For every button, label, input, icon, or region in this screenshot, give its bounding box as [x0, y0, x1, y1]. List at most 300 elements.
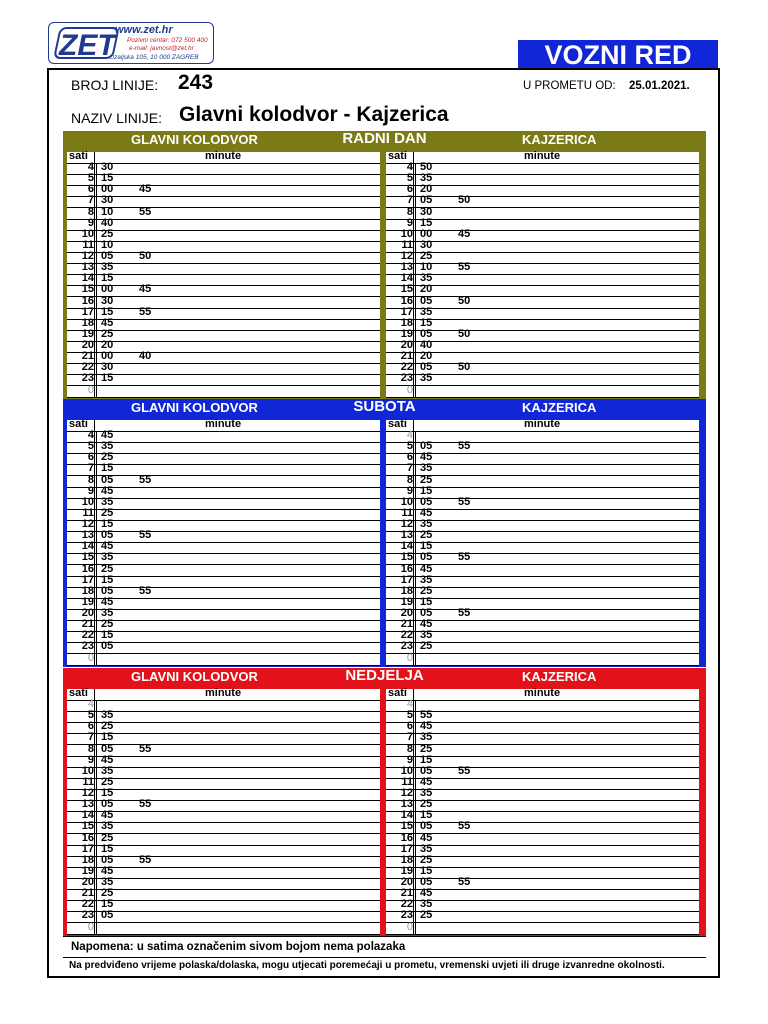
minute-cell: 25	[420, 798, 433, 811]
hour-cell: 21	[81, 618, 94, 631]
minute-cell: 35	[420, 787, 433, 800]
hour-cell: 14	[81, 809, 94, 822]
hour-cell: 22	[81, 629, 94, 642]
minute-cell: 15	[420, 316, 433, 329]
hour-cell: 6	[406, 451, 413, 464]
minute-cell: 45	[458, 227, 471, 240]
timetable-kajzerica	[386, 152, 699, 397]
hour-cell: 4	[406, 429, 413, 441]
hour-cell: 7	[406, 194, 413, 207]
hour-cell: 16	[400, 831, 413, 844]
hour-cell: 23	[400, 909, 413, 922]
minute-cell: 55	[458, 495, 471, 508]
minute-cell: 05	[420, 440, 433, 453]
minute-cell: 25	[420, 909, 433, 922]
timetable-glavni-kolodvor	[67, 420, 380, 665]
column-header-sati: sati	[69, 150, 88, 162]
hour-cell: 10	[81, 764, 94, 777]
minute-cell: 45	[101, 316, 114, 329]
minute-cell: 35	[420, 518, 433, 531]
zet-logo	[48, 22, 214, 64]
minute-cell: 05	[420, 764, 433, 777]
minute-cell: 50	[458, 194, 471, 207]
minute-cell: 45	[420, 451, 433, 464]
hour-cell: 18	[81, 316, 94, 329]
minute-cell: 50	[420, 161, 433, 173]
minute-cell: 35	[420, 629, 433, 642]
hour-cell: 22	[81, 361, 94, 374]
minute-cell: 05	[420, 607, 433, 620]
hour-cell: 10	[400, 764, 413, 777]
hour-cell: 8	[406, 205, 413, 218]
minute-cell: 30	[101, 294, 114, 307]
hour-cell: 0	[406, 651, 413, 664]
hour-cell: 15	[81, 283, 94, 296]
minute-cell: 30	[101, 194, 114, 207]
section-nedjelja	[63, 668, 706, 936]
hour-cell: 11	[401, 506, 413, 519]
hour-cell: 9	[406, 484, 413, 497]
column-header-minute: minute	[205, 687, 242, 699]
hour-cell: 12	[81, 518, 94, 531]
hour-cell: 6	[87, 720, 94, 733]
hour-cell: 6	[87, 451, 94, 464]
minute-cell: 25	[420, 853, 433, 866]
minute-cell: 05	[101, 250, 114, 263]
minute-cell: 15	[101, 898, 114, 911]
hour-cell: 21	[81, 887, 94, 900]
minute-cell: 00	[101, 283, 114, 296]
minute-cell: 25	[101, 227, 114, 240]
section-left-title: GLAVNI KOLODVOR	[131, 669, 258, 684]
minute-cell: 15	[101, 787, 114, 800]
hour-cell: 5	[87, 172, 94, 185]
minute-cell: 45	[420, 720, 433, 733]
minute-cell: 45	[420, 775, 433, 788]
minute-cell: 55	[139, 798, 152, 811]
minute-cell: 25	[420, 640, 433, 653]
minute-cell: 05	[420, 327, 433, 340]
minute-cell: 00	[101, 350, 114, 363]
hour-cell: 17	[81, 573, 94, 586]
minute-cell: 25	[101, 327, 114, 340]
hour-cell: 0	[406, 383, 413, 396]
hour-cell: 5	[87, 440, 94, 453]
minute-cell: 30	[101, 161, 114, 173]
minute-cell: 15	[420, 216, 433, 229]
hour-cell: 14	[400, 272, 413, 285]
hour-cell: 21	[400, 350, 413, 363]
hour-cell: 9	[406, 216, 413, 229]
column-header-sati: sati	[388, 687, 407, 699]
hour-cell: 4	[406, 161, 413, 173]
minute-cell: 55	[458, 551, 471, 564]
column-header-sati: sati	[388, 150, 407, 162]
minute-cell: 55	[139, 853, 152, 866]
hour-cell: 16	[81, 294, 94, 307]
minute-cell: 55	[458, 440, 471, 453]
minute-cell: 55	[458, 607, 471, 620]
hour-cell: 20	[81, 876, 94, 889]
section-day-title: RADNI DAN	[342, 130, 427, 147]
hour-cell: 0	[87, 383, 94, 396]
hour-cell: 20	[81, 607, 94, 620]
minute-cell: 45	[139, 283, 152, 296]
hour-cell: 21	[400, 618, 413, 631]
hour-cell: 20	[400, 876, 413, 889]
minute-cell: 45	[101, 753, 114, 766]
hour-cell: 8	[406, 742, 413, 755]
hour-cell: 4	[406, 698, 413, 710]
hour-cell: 12	[81, 787, 94, 800]
minute-cell: 55	[139, 305, 152, 318]
minute-cell: 05	[420, 361, 433, 374]
minute-cell: 15	[101, 372, 114, 385]
minute-cell: 50	[458, 327, 471, 340]
hour-cell: 8	[87, 473, 94, 486]
section-day-title: SUBOTA	[353, 398, 416, 415]
hour-cell: 8	[406, 473, 413, 486]
hour-cell: 18	[81, 584, 94, 597]
table-row	[67, 383, 380, 398]
hour-cell: 18	[81, 853, 94, 866]
hour-cell: 22	[400, 361, 413, 374]
hour-cell: 10	[81, 495, 94, 508]
hour-cell: 15	[81, 820, 94, 833]
minute-cell: 55	[458, 876, 471, 889]
minute-cell: 25	[420, 473, 433, 486]
minute-cell: 05	[420, 876, 433, 889]
hour-cell: 5	[406, 172, 413, 185]
minute-cell: 05	[101, 640, 114, 653]
minute-cell: 55	[139, 584, 152, 597]
hour-cell: 23	[81, 640, 94, 653]
timetable-kajzerica	[386, 689, 699, 934]
hour-cell: 10	[81, 227, 94, 240]
hour-cell: 10	[400, 495, 413, 508]
hour-cell: 20	[81, 339, 94, 352]
minute-cell: 50	[458, 361, 471, 374]
hour-cell: 17	[400, 842, 413, 855]
minute-cell: 15	[101, 518, 114, 531]
minute-cell: 45	[101, 429, 114, 441]
table-row	[386, 920, 699, 935]
minute-cell: 05	[101, 473, 114, 486]
section-right-title: KAJZERICA	[522, 400, 597, 415]
minute-cell: 25	[101, 831, 114, 844]
hour-cell: 23	[81, 909, 94, 922]
minute-cell: 10	[101, 205, 114, 218]
minute-cell: 15	[101, 573, 114, 586]
column-header-sati: sati	[69, 418, 88, 430]
hour-cell: 15	[81, 551, 94, 564]
hour-cell: 13	[81, 529, 94, 542]
minute-cell: 15	[420, 809, 433, 822]
hour-cell: 8	[87, 205, 94, 218]
minute-cell: 35	[420, 842, 433, 855]
logo-address: Ozaljska 105, 10 000 ZAGREB	[109, 54, 199, 61]
hour-cell: 18	[400, 584, 413, 597]
minute-cell: 35	[420, 573, 433, 586]
minute-cell: 35	[101, 440, 114, 453]
table-row	[67, 920, 380, 935]
minute-cell: 30	[420, 238, 433, 251]
minute-cell: 45	[420, 562, 433, 575]
minute-cell: 35	[101, 607, 114, 620]
line-number: 243	[178, 71, 214, 94]
minute-cell: 45	[101, 864, 114, 877]
hour-cell: 5	[87, 709, 94, 722]
hour-cell: 20	[400, 339, 413, 352]
hour-cell: 9	[87, 753, 94, 766]
minute-cell: 35	[101, 876, 114, 889]
line-number-label: BROJ LINIJE:	[71, 77, 159, 93]
minute-cell: 05	[101, 584, 114, 597]
hour-cell: 16	[81, 831, 94, 844]
minute-cell: 25	[101, 451, 114, 464]
minute-cell: 05	[101, 853, 114, 866]
minute-cell: 45	[101, 809, 114, 822]
page-title: VOZNI RED	[518, 40, 718, 70]
hour-cell: 11	[401, 238, 413, 251]
hour-cell: 0	[87, 920, 94, 933]
hour-cell: 19	[400, 864, 413, 877]
hour-cell: 14	[81, 272, 94, 285]
hour-cell: 8	[87, 742, 94, 755]
minute-cell: 15	[101, 842, 114, 855]
hour-cell: 6	[406, 183, 413, 196]
minute-cell: 25	[420, 584, 433, 597]
minute-cell: 35	[101, 551, 114, 564]
hour-cell: 18	[400, 853, 413, 866]
minute-cell: 40	[139, 350, 152, 363]
hour-cell: 17	[400, 305, 413, 318]
minute-cell: 05	[101, 529, 114, 542]
timetable-glavni-kolodvor	[67, 152, 380, 397]
hour-cell: 4	[87, 698, 94, 710]
hour-cell: 7	[87, 462, 94, 475]
minute-cell: 05	[420, 495, 433, 508]
minute-cell: 35	[420, 372, 433, 385]
minute-cell: 30	[101, 361, 114, 374]
hour-cell: 21	[400, 887, 413, 900]
minute-cell: 15	[101, 305, 114, 318]
minute-cell: 50	[139, 250, 152, 263]
timetable-kajzerica	[386, 420, 699, 665]
minute-cell: 35	[420, 898, 433, 911]
minute-cell: 55	[139, 473, 152, 486]
hour-cell: 4	[87, 161, 94, 173]
hour-cell: 16	[81, 562, 94, 575]
minute-cell: 40	[101, 216, 114, 229]
section-day-title: NEDJELJA	[345, 667, 424, 684]
minute-cell: 25	[101, 775, 114, 788]
logo-phone: Pozivni centar: 072 500 400	[127, 37, 208, 44]
hour-cell: 12	[81, 250, 94, 263]
minute-cell: 00	[101, 183, 114, 196]
minute-cell: 20	[420, 350, 433, 363]
minute-cell: 10	[101, 238, 114, 251]
column-header-minute: minute	[524, 687, 561, 699]
minute-cell: 35	[101, 261, 114, 274]
minute-cell: 15	[420, 595, 433, 608]
hour-cell: 13	[81, 261, 94, 274]
minute-cell: 15	[101, 731, 114, 744]
hour-cell: 23	[400, 372, 413, 385]
minute-cell: 15	[101, 172, 114, 185]
hour-cell: 14	[81, 540, 94, 553]
minute-cell: 25	[101, 506, 114, 519]
hour-cell: 12	[400, 787, 413, 800]
timetable-glavni-kolodvor	[67, 689, 380, 934]
column-header-sati: sati	[388, 418, 407, 430]
minute-cell: 15	[101, 462, 114, 475]
hour-cell: 21	[81, 350, 94, 363]
section-right-title: KAJZERICA	[522, 669, 597, 684]
minute-cell: 20	[101, 339, 114, 352]
minute-cell: 25	[101, 618, 114, 631]
minute-cell: 15	[420, 540, 433, 553]
hour-cell: 19	[81, 327, 94, 340]
minute-cell: 15	[420, 864, 433, 877]
minute-cell: 35	[101, 820, 114, 833]
zet-logo-mark-icon	[53, 26, 116, 62]
hour-cell: 13	[400, 798, 413, 811]
minute-cell: 55	[458, 764, 471, 777]
hour-cell: 12	[400, 250, 413, 263]
minute-cell: 05	[420, 820, 433, 833]
hour-cell: 18	[400, 316, 413, 329]
section-radni	[63, 131, 706, 399]
hour-cell: 11	[82, 506, 94, 519]
minute-cell: 25	[101, 720, 114, 733]
hour-cell: 15	[400, 551, 413, 564]
column-header-minute: minute	[524, 150, 561, 162]
section-subota	[63, 399, 706, 667]
minute-cell: 05	[420, 551, 433, 564]
minute-cell: 55	[458, 261, 471, 274]
hour-cell: 23	[81, 372, 94, 385]
hour-cell: 14	[400, 809, 413, 822]
minute-cell: 25	[420, 742, 433, 755]
minute-cell: 25	[101, 887, 114, 900]
hour-cell: 7	[406, 462, 413, 475]
hour-cell: 7	[87, 731, 94, 744]
minute-cell: 15	[420, 753, 433, 766]
hour-cell: 11	[401, 775, 413, 788]
logo-url: www.zet.hr	[115, 24, 173, 36]
hour-cell: 5	[406, 709, 413, 722]
hour-cell: 15	[400, 283, 413, 296]
minute-cell: 20	[420, 183, 433, 196]
hour-cell: 10	[400, 227, 413, 240]
section-right-title: KAJZERICA	[522, 132, 597, 147]
hour-cell: 17	[81, 842, 94, 855]
hour-cell: 0	[406, 920, 413, 933]
minute-cell: 15	[101, 629, 114, 642]
hour-cell: 17	[400, 573, 413, 586]
minute-cell: 30	[420, 205, 433, 218]
minute-cell: 25	[420, 529, 433, 542]
hour-cell: 15	[400, 820, 413, 833]
footer-disclaimer: Na predviđeno vrijeme polaska/dolaska, mogu utjecati poremećaji u prometu, vremenski uvjeti ili druge izvanredne okolnosti.	[69, 960, 665, 971]
hour-cell: 14	[400, 540, 413, 553]
minute-cell: 45	[101, 540, 114, 553]
minute-cell: 50	[458, 294, 471, 307]
hour-cell: 9	[87, 216, 94, 229]
minute-cell: 25	[101, 562, 114, 575]
section-left-title: GLAVNI KOLODVOR	[131, 132, 258, 147]
minute-cell: 05	[420, 194, 433, 207]
hour-cell: 13	[81, 798, 94, 811]
hour-cell: 0	[87, 651, 94, 664]
hour-cell: 9	[87, 484, 94, 497]
minute-cell: 45	[420, 887, 433, 900]
line-name: Glavni kolodvor - Kajzerica	[179, 103, 449, 126]
hour-cell: 4	[87, 429, 94, 441]
column-header-minute: minute	[205, 418, 242, 430]
valid-from-date: 25.01.2021.	[629, 80, 690, 92]
hour-cell: 22	[81, 898, 94, 911]
minute-cell: 45	[420, 506, 433, 519]
minute-cell: 55	[139, 205, 152, 218]
minute-cell: 10	[420, 261, 433, 274]
logo-email: e-mail: javnost@zet.hr	[129, 45, 194, 52]
hour-cell: 19	[81, 864, 94, 877]
hour-cell: 19	[400, 327, 413, 340]
hour-cell: 12	[400, 518, 413, 531]
minute-cell: 45	[420, 831, 433, 844]
footer-napomena: Napomena: u satima označenim sivom bojom nema polazaka	[63, 936, 706, 958]
minute-cell: 55	[420, 709, 433, 722]
valid-from-label: U PROMETU OD:	[523, 80, 616, 92]
minute-cell: 25	[420, 250, 433, 263]
svg-text:ZET: ZET	[59, 29, 116, 62]
minute-cell: 35	[420, 462, 433, 475]
minute-cell: 55	[139, 742, 152, 755]
minute-cell: 35	[101, 764, 114, 777]
minute-cell: 55	[458, 820, 471, 833]
minute-cell: 15	[101, 272, 114, 285]
column-header-minute: minute	[524, 418, 561, 430]
table-row	[386, 651, 699, 666]
line-name-label: NAZIV LINIJE:	[71, 110, 163, 126]
hour-cell: 7	[87, 194, 94, 207]
minute-cell: 35	[420, 172, 433, 185]
minute-cell: 45	[420, 618, 433, 631]
minute-cell: 20	[420, 283, 433, 296]
minute-cell: 45	[101, 484, 114, 497]
minute-cell: 15	[420, 484, 433, 497]
minute-cell: 55	[139, 529, 152, 542]
hour-cell: 9	[406, 753, 413, 766]
hour-cell: 19	[81, 595, 94, 608]
column-header-sati: sati	[69, 687, 88, 699]
hour-cell: 17	[81, 305, 94, 318]
hour-cell: 20	[400, 607, 413, 620]
column-header-minute: minute	[205, 150, 242, 162]
hour-cell: 22	[400, 898, 413, 911]
minute-cell: 35	[101, 709, 114, 722]
hour-cell: 13	[400, 529, 413, 542]
minute-cell: 05	[101, 742, 114, 755]
table-row	[386, 383, 699, 398]
hour-cell: 11	[82, 238, 94, 251]
minute-cell: 45	[139, 183, 152, 196]
hour-cell: 16	[400, 562, 413, 575]
hour-cell: 6	[406, 720, 413, 733]
hour-cell: 5	[406, 440, 413, 453]
